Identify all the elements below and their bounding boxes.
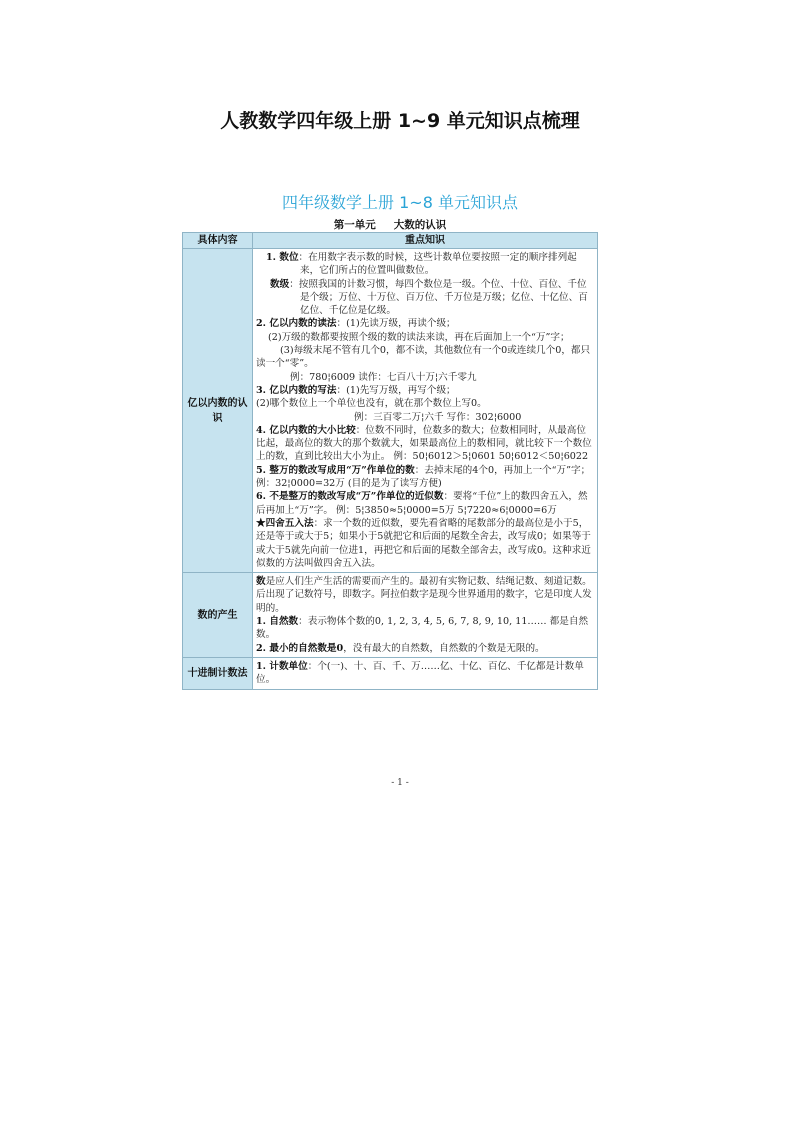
line-number-origin: 数是应人们生产生活的需要而产生的。最初有实物记数、结绳记数、刻道记数。后出现了记数符号，即数字。阿拉伯数字是现今世界通用的数字，它是印度人发明的。 (256, 576, 592, 614)
category-cell: 亿以内数的认识 (183, 249, 253, 573)
line-natural-numbers: 1. 自然数：表示物体个数的0, 1, 2, 3, 4, 5, 6, 7, 8, 9, 10, 11…… 都是自然数。 (256, 616, 589, 641)
table-row (183, 249, 598, 573)
points-cell (253, 657, 598, 689)
table-row (183, 657, 598, 689)
line-reading-method: 2. 亿以内数的读法：(1)先读万级，再读个级； (256, 318, 456, 330)
column-header-content: 具体内容 (183, 233, 253, 249)
line-whole-example: 例：32¦0000=32万 (目的是为了读写方便) (256, 478, 442, 490)
points-cell (253, 573, 598, 658)
line-writing-step2: (2)哪个数位上一个单位也没有，就在那个数位上写0。 (256, 398, 487, 410)
unit-name: 大数的认识 (393, 219, 447, 231)
line-writing-example: 例：三百零二万¦六千 写作：302¦6000 (354, 411, 522, 423)
unit-number: 第一单元 (333, 219, 376, 231)
line-comparison: 4. 亿以内数的大小比较：位数不同时，位数多的数大；位数相同时，从最高位比起，最高位的数大的那个数就大，如果最高位上的数相同，就比较下一个数位上的数，直到比较出大小为止。 例：50¦6012＞5¦0601 50¦6012＜50¦6022 (256, 424, 592, 463)
line-approximation: 6. 不是整万的数改写成“万”作单位的近似数：要将“千位”上的数四舍五入，然后再加上“万”字。 例：5¦3850≈5¦0000=5万 5¦7220≈6¦0000=6万 (256, 491, 588, 516)
unit-heading (182, 217, 598, 232)
line-place-value: 1. 数位：在用数字表示数的时候，这些计数单位要按照一定的顺序排列起来，它们所占的位置叫做数位。 (266, 252, 577, 277)
knowledge-table (182, 232, 598, 690)
line-reading-step2: (2)万级的数都要按照个级的数的读法来读，再在后面加上一个“万”字； (268, 331, 570, 343)
category-cell: 十进制计数法 (183, 657, 253, 689)
document-title: 人教数学四年级上册 1~9 单元知识点梳理 (220, 110, 580, 132)
page-number: - 1 - (391, 778, 409, 788)
line-writing-method: 3. 亿以内数的写法：(1)先写万级，再写个级； (256, 384, 456, 396)
document-subtitle: 四年级数学上册 1~8 单元知识点 (282, 193, 518, 212)
line-rounding: ★四舍五入法：求一个数的近似数，要先看省略的尾数部分的最高位是小于5，还是等于或大于5；如果小于5就把它和后面的尾数全舍去，改写成0；如果等于或大于5就先向前一位进1，再把它和后面的尾数全部舍去，改写成0。这种求近似数的方法叫做四舍五入法。 (256, 517, 591, 569)
table-header-row (183, 233, 598, 249)
category-cell: 数的产生 (183, 573, 253, 658)
line-reading-step3: (3)每级末尾不管有几个0，都不读，其他数位有一个0或连续几个0，都只读一个“零”。 (256, 345, 591, 370)
table-row (183, 573, 598, 658)
points-cell (253, 249, 598, 573)
line-whole-ten-thousand: 5. 整万的数改写成用“万”作单位的数：去掉末尾的4个0，再加上一个“万”字； (256, 464, 591, 476)
line-counting-units: 1. 计数单位：个(一)、十、百、千、万……亿、十亿、百亿、千亿都是计数单位。 (256, 660, 584, 686)
line-smallest-natural: 2. 最小的自然数是0，没有最大的自然数，自然数的个数是无限的。 (256, 642, 545, 654)
column-header-points: 重点知识 (253, 233, 598, 249)
line-reading-example: 例：780¦6009 读作：七百八十万¦六千零九 (290, 371, 477, 383)
line-number-class: 数级：按照我国的计数习惯，每四个数位是一级。个位、十位、百位、千位是个级；万位、十万位、百万位、千万位是万级；亿位、十亿位、百亿位、千亿位是亿级。 (270, 278, 588, 317)
